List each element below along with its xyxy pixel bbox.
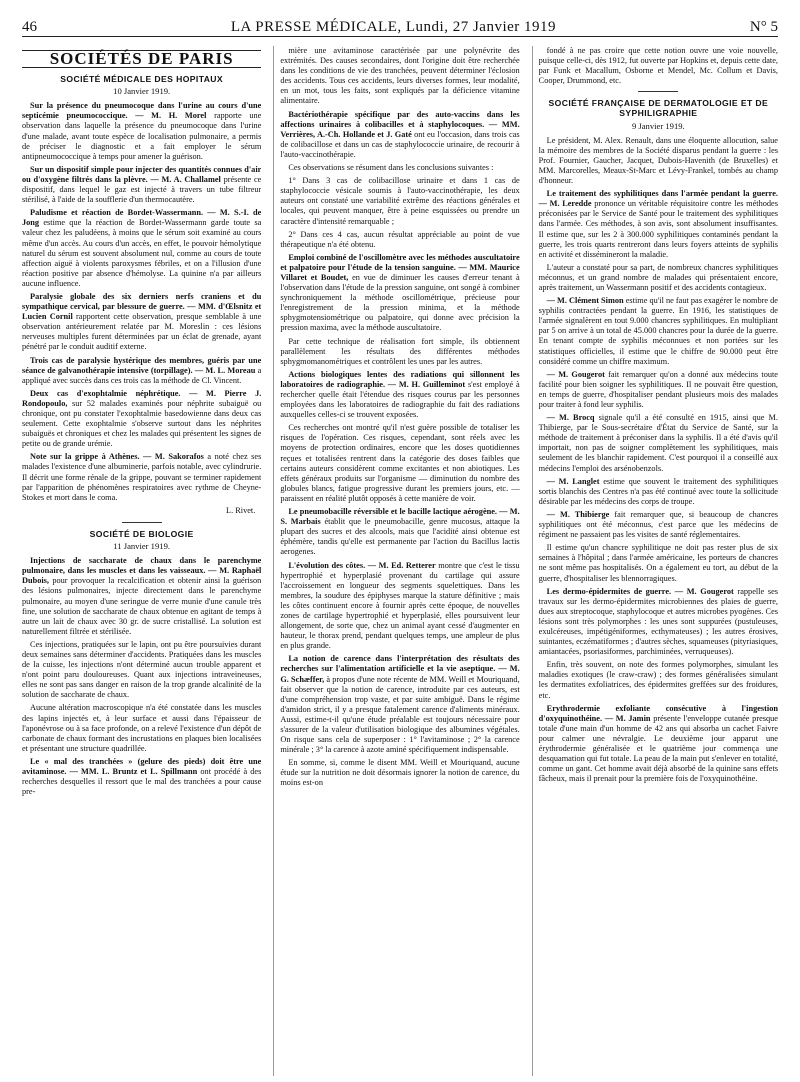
article: Paludisme et réaction de Bordet-Wassermann. — M. S.-I. de Jong estime que la réaction de Bordet-Wassermann garde toute sa valeur chez les paludéens, à moins que le sérum soit examiné au cours même d'un accès. Au cours d'un accès, en effet, le pouvoir hémolytique naturel du sérum est souvent absolument nul, comme au cours de toute affection aiguë à violents paroxysmes fébriles, et on a l'illusion d'une réaction positive par absence d'hémolyse. La quinine n'a par ailleurs aucune influence. — [22, 208, 262, 288]
article: Injections de saccharate de chaux dans le parenchyme pulmonaire, dans les muscles et dans les vaisseaux. — M. Raphaël Dubois, pour provoquer la recalcification et obtenir ainsi la guérison des lésions pulmonaires, injecte directement dans le parenchyme pulmonaire, au moyen d'une seringue de verre munie d'une canule très fine, une solution de saccharate de chaux obtenue en agitant de temps à autre un lait de chaux avec 30 gr. de sucre cristallisé. La solution est naturellement filtrée et stérilisée. — [22, 556, 262, 636]
page-header — [22, 14, 778, 37]
article: Le « mal des tranchées » (gelure des pieds) doit être une avitaminose. — MM. L. Bruntz et L. Spillmann ont procédé à des recherches desquelles il ressort que le mal des tranchées a pour cause pre- — [22, 756, 262, 797]
article: Sur un dispositif simple pour injecter des quantités connues d'air ou d'oxygène filtrés dans la plèvre. — M. A. Challamel présente ce dispositif, dans lequel le gaz est injecté à travers un tube filtreur stérilisé, à l'aide de la soufflerie d'un thermocautère. — [22, 164, 262, 205]
paragraph: En somme, si, comme le disent MM. Weill et Mouriquand, aucune étude sur la nutrition ne doit désormais ignorer la notion de carence, du moins est-on — [280, 758, 520, 788]
article: L'évolution des côtes. — M. Ed. Retterer montre que c'est le tissu hypertrophié et hyperplasié provenant du cartilage qui assure l'accroissement en longueur des segments squelettiques. Dans les membres, la soudure des épiphyses marque la stature définitive ; mais les côtes continuent encore à fournir après cette époque, de nouvelles zones de cartilage hypertrophié et hyperplasié, elles poursuivent leur allongement, de sorte que, chez un animal ayant cessé d'augmenter en hauteur, le thorax prend, pendant quelques temps, une ampleur de plus en plus grande. — [280, 560, 520, 651]
column-2 — [273, 46, 519, 1076]
paragraph: Il estime qu'un chancre syphilitique ne doit pas rester plus de six semaines à l'hôpital ; dans l'armée américaine, les porteurs de chancres ne sont même pas hospitalisés. On a également eu tort, au début de la guerre, d'hospitaliser les blennorragiques. — [538, 543, 778, 583]
society-name: SOCIÉTÉ FRANÇAISE DE DERMATOLOGIE ET DE SYPHILIGRAPHIE — [548, 98, 769, 119]
article: Deux cas d'exophtalmie néphrétique. — M. Pierre J. Rondopoulo, sur 52 malades examinés pour néphrite subaiguë ou chronique, ont pu constater l'exophtalmie basedowienne dans deux cas seulement. Cette exophtalmie s'observe surtout dans les néphrites subaiguës et chroniques et chez les malades qui présentent les signes de petite ou de grande urémie. — [22, 388, 262, 449]
article: Note sur la grippe à Athènes. — M. Sakorafos a noté chez ses malades l'existence d'une albuminerie, parfois notable, avec cylindrurie. Il décrit une forme rénale de la grippe, pouvant se terminer rapidement par l'apparition de phénomènes respiratoires avec rythme de Cheyne-Stokes et mort dans le coma. — [22, 452, 262, 502]
article: Paralysie globale des six derniers nerfs craniens et du sympathique cervical, par blessure de guerre. — MM. d'Œlsnitz et Lucien Cornil rapportent cette observation, presque semblable à une observation antérieurement relatée par M. Moreslin : ces lésions nerveuses multiples furent déterminées par un éclat de grenade, ayant pénétré par le conduit auditif externe. — [22, 291, 262, 352]
paragraph: Aucune altération macroscopique n'a été constatée dans les muscles des lapins injectés et, à leur surface et aussi dans l'épaisseur de l'aponévrose ou à sa face profonde, on a relevé l'existence d'un dépôt de carbonate de chaux formant des incrustations en plaques bien localisées et présentant une structure quadrillée. — [22, 703, 262, 753]
session-date: 11 Janvier 1919. — [113, 541, 171, 552]
society-name: SOCIÉTÉ MÉDICALE DES HOPITAUX — [60, 74, 224, 85]
page-number: 46 — [22, 19, 37, 35]
column-3 — [532, 46, 778, 1076]
paragraph: mière une avitaminose caractérisée par une polynévrite des extrémités. Des causes secondaires, dont l'origine doit être recherchée dans les conditions de vie des tranchées, peuvent déterminer l'éclosion des accidents. Tous ces accidents, leurs diverses formes, leur modalité, en un mot, tous les faits, sont expliqués par la déficience vitamine alimentaire. — [280, 46, 520, 106]
article: — M. Thibierge fait remarquer que, si beaucoup de chancres syphilitiques ont été méconnus, c'est parce que les médecins de régiment ne passaient pas les visites de santé réglementaires. — [538, 509, 778, 540]
paragraph: L'auteur a constaté pour sa part, de nombreux chancres syphilitiques méconnus, et un grand nombre de malades qui présentaient encore, après traitement, un Wassermann positif et des accidents contagieux. — [538, 262, 778, 292]
journal-title: LA PRESSE MÉDICALE, Lundi, 27 Janvier 1919 — [230, 19, 557, 35]
session-date: 9 Janvier 1919. — [631, 120, 685, 131]
divider — [122, 522, 162, 523]
signature: L. Rivet. — [226, 505, 256, 515]
article: — M. Langlet estime que souvent le traitement des syphilitiques sortis blanchis des Centres n'a pas été continué avec toute la sollicitude désirable par les médecins des corps de troupe. — [538, 476, 778, 506]
column-1 — [22, 46, 261, 1076]
session-date: 10 Janvier 1919. — [113, 86, 171, 97]
paragraph: Ces injections, pratiquées sur le lapin, ont pu être poursuivies durant deux semaines sans déterminer d'accidents. Pratiquées dans les muscles de la cuisse, les injections n'ont déterminé aucun trouble apparent et n'ont point paru douloureuses. Quant aux injections intraveineuses, elles ne sont pas sans danger en raison de la trop grande alcalinité de la solution de saccharate de chaux. — [22, 639, 262, 700]
article: — M. Gougerot fait remarquer qu'on a donné aux médecins toute facilité pour bien soigner les syphilitiques. Il ne pouvait être question, en temps de guerre, d'hospitaliser pendant plusieurs mois des malades pour traiter à fond leur syphilis. — [538, 369, 778, 409]
paragraph: Par cette technique de réalisation fort simple, ils obtiennent parallèlement les résultats des différentes méthodes sphygmomanométriques et contrôlent les unes par les autres. — [280, 336, 520, 366]
divider — [638, 91, 678, 92]
article: Actions biologiques lentes des radiations qui sillonnent les laboratoires de radiographie. — M. H. Guilleminot s'est employé à rechercher quelle était l'étendue des risques courus par les personnes employées dans les laboratoires de radiographie du fait des radiations auxquelles celles-ci se trouvent exposées. — [280, 369, 520, 420]
article: — M. Clément Simon estime qu'il ne faut pas exagérer le nombre de syphilis contractées pendant la guerre. En 1916, les statistiques de l'armée signalèrent en tout 9.000 chancres syphilitiques. En multipliant par 5 on arrive à un total de 45.000 chancres pour la durée de la guerre. En tenant compte de syphilis méconnues et non portées sur les statistiques officielles, il estime que le chiffre de 90.000 peut être considéré comme un chiffre maximum. — [538, 296, 778, 366]
issue-number: N° 5 — [749, 19, 778, 35]
paragraph: Ces observations se résument dans les conclusions suivantes : — [288, 163, 494, 173]
article: Les dermo-épidermites de guerre. — M. Gougerot rappelle ses travaux sur les dermo-épidermites microbiennes des plaies de guerre, dues aux streptocoque, staphylocoque et autres microbes pyogènes. Ces lésions sont très polymorphes : les unes sont suppurées (pustuleuses, exulcéreuses, impétigéniformes, ecthymateuses) ; les autres érosives, suintantes, eczématiformes ; d'autres sèches, squameuses (pityriasiques, amiantacées, psoriasiformes, parchiminées, verruqueuses). — [538, 586, 778, 657]
article: Bactériothérapie spécifique par des auto-vaccins dans les affections urinaires à colibacilles et à staphylocoques. — MM. Verrières, A.-Ch. Hollande et J. Gaté ont eu l'occasion, dans trois cas de colibacillose et dans un cas de staphylococcie urinaire, de recourir à l'auto-vaccinothérapie. — [280, 109, 520, 159]
article: Le traitement des syphilitiques dans l'armée pendant la guerre. — M. Leredde prononce un véritable réquisitoire contre les méthodes préconisées par le Service de Santé pour le traitement des syphilitiques dans l'armée. Ces méthodes, à son avis, sont absolument insuffisantes. Il estime que, sur les 2 à 300.000 syphilitiques contaminés pendant la guerre, les trois quarts rentreront dans leurs foyers atteints de syphilis en activité et dissémineront la maladie. — [538, 189, 778, 259]
article: La notion de carence dans l'interprétation des résultats des recherches sur l'alimentation artificielle et la vie aseptique. — M. G. Schæffer, à propos d'une note récente de MM. Weill et Mouriquand, fait observer que la notion de carence, introduite par ces auteurs, est d'une compréhension trop vaste, et par suite ambiguë. Dans le régime d'amidon strict, il y a presque fatalement carence d'aliments minéraux. Aussi, estime-t-il qu'une étude préalable est toujours nécessaire pour s'assurer de la valeur d'utilisation biologique des albumines végétales. On risque sans cela de superposer : 1° l'avitaminose ; 2° la carence minérale ; 3° la carence à azote aminé spécifiquement indispensable. — [280, 654, 520, 755]
article: Erythrodermie exfoliante consécutive à l'ingestion d'oxyquinothéine. — M. Jamin présente l'enveloppe cutanée presque totale d'une main d'un homme de 42 ans qui absorba un cachet Faivre pour calmer une névralgie. Le deuxième jour apparut une érythrodermie généralisée et le quatrième jour commença une desquamation qui fut totale. La peau de la main put s'enlever en totalité, comme un gant. Cet homme avait déjà absorbé de la quinine sans effets fâcheux, mais il prenait pour la première fois de l'oxyquinothéine. — [538, 703, 778, 784]
paragraph: Ces recherches ont montré qu'il n'est guère possible de totaliser les risques de l'opération. Ces risques, cependant, sont réels avec les moyens de protection ordinaires, encore que les doses quotidiennes reçues et totalisées rentrent dans la catégorie des doses faibles que certains auteurs considèrent comme excitantes et non abiotiques. Les effets généraux produits sur l'organisme — diminution du nombre des globules blancs, fatigue progressive durant les premiers jours, etc. — paraissent en réalité plutôt opposés à cette manière de voir. — [280, 423, 520, 503]
section-title: SOCIÉTÉS DE PARIS — [22, 50, 261, 68]
paragraph: 1° Dans 3 cas de colibacillose urinaire et dans 1 cas de staphylococcie vésicale soumis à l'auto-vaccinothérapie, les deux auteurs ont constaté une variabilité extrême des réactions générales et locales, qui peuvent manquer, être à peine esquissées ou prendre un caractère d'intensité remarquable ; — [280, 176, 520, 226]
society-name: SOCIÉTÉ DE BIOLOGIE — [89, 528, 194, 539]
article: — M. Brocq signale qu'il a été consulté en 1915, ainsi que M. Thibierge, par le Sous-secrétaire d'État du Service de Santé, sur la méthode de traitement à préconiser dans la syphilis. Il a été d'avis qu'il importait, non pas de soigner complètement les syphilitiques, mais seulement de les blanchir rapidement. C'est pourquoi il a conseillé aux médecins l'emploi des arsénobenzols. — [538, 413, 778, 473]
paragraph: fondé à ne pas croire que cette notion ouvre une voie nouvelle, puisque celle-ci, dès 1912, fut ouverte par Hopkins et, depuis cette date, par Funk et Macallum, Osborne et Mendel, Mc. Collum et Davis, Cooper, Drummond, etc. — [538, 46, 778, 86]
article: Sur la présence du pneumocoque dans l'urine au cours d'une septicémie pneumococcique. — M. H. Morel rapporte une observation dans laquelle la présence du pneumocoque dans l'urine d'une malade, avant toute espèce de localisation pulmonaire, a permis de préciser le diagnostic et a fait employer le sérum antipneumococcique à temps pour amener la guérison. — [22, 101, 262, 161]
paragraph: 2° Dans ces 4 cas, aucun résultat appréciable au point de vue thérapeutique n'a été obtenu. — [280, 229, 520, 249]
paragraph: Le président, M. Alex. Renault, dans une éloquente allocution, salue la mémoire des membres de la Société disparus pendant la guerre : les Prof. Fournier, Gaucher, Jacquet, Dubois-Havenith (de Bruxelles) et MM. Marcorelles, Meaux-St-Marc et Lévy-Frankel, tombés au champ d'honneur. — [538, 135, 778, 186]
article: Trois cas de paralysie hystérique des membres, guéris par une séance de galvanothérapie intensive (torpillage). — M. L. Moreau a appliqué avec succès dans ces trois cas la méthode de Cl. Vincent. — [22, 355, 262, 385]
paragraph: Enfin, très souvent, on note des formes polymorphes, simulant les maladies exotiques (le craw-craw) ; des formes généralisées simulant les dermatites exfoliatrices, des épidermites greffées sur des froidures, etc. — [538, 660, 778, 700]
article: Le pneumobacille réversible et le bacille lactique aérogène. — M. S. Marbais établit que le pneumobacille, genre mucosus, attaque la plupart des sucres et des alcools, mais que l'acidité ainsi obtenue est éphémère, tandis qu'elle est permanente par l'action du Bacillus lactis aerogenes. — [280, 507, 520, 557]
article: Emploi combiné de l'oscillomètre avec les méthodes auscultatoire et palpatoire pour l'étude de la tension sanguine. — MM. Maurice Villaret et Boudet, en vue de diminuer les causes d'erreur tenant à l'observation dans l'étude de la pression sanguine, ont songé à combiner synchroniquement la méthode oscillométrique, précieuse pour l'enregistrement de la pression minima, et la méthode sphygmotensiométrique ou palpatoire, qui donne avec précision la pression maxima, avec la méthode auscultatoire. — [280, 252, 520, 333]
